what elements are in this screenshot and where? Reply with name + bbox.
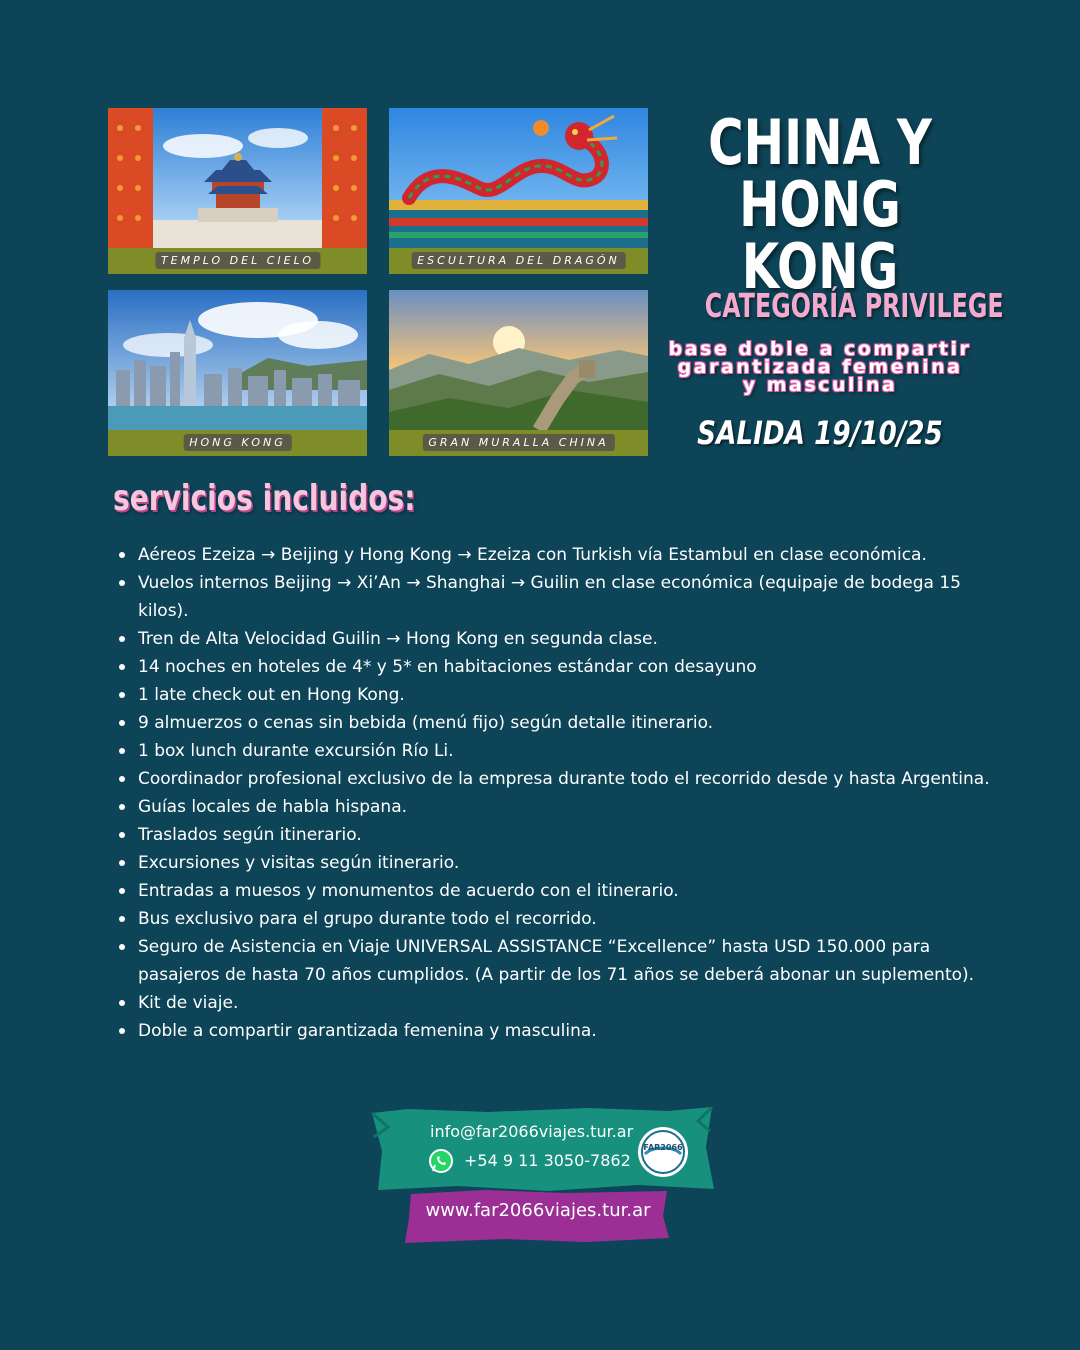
- whatsapp-icon[interactable]: [428, 1148, 454, 1174]
- great-wall-icon: [389, 290, 648, 430]
- temple-of-heaven-icon: [108, 108, 367, 248]
- photo-escultura-del-dragon: [389, 108, 648, 274]
- page-title: [695, 106, 945, 303]
- services-heading: servicios incluidos:: [113, 478, 416, 519]
- room-basis-line-3: y masculina: [742, 374, 898, 396]
- title-line-2: HONG KONG: [739, 168, 901, 303]
- services-list: [110, 541, 1008, 1045]
- list-item: Bus exclusivo para el grupo durante todo el recorrido.: [138, 905, 1008, 933]
- list-item: Vuelos internos Beijing → Xi’An → Shanghai → Guilin en clase económica (equipaje de bodega 15 kilos).: [138, 569, 1008, 625]
- list-item: 1 late check out en Hong Kong.: [138, 681, 1008, 709]
- room-basis-line-2: garantizada femenina: [677, 356, 963, 378]
- phone-number[interactable]: +54 9 11 3050-7862: [464, 1151, 631, 1170]
- list-item: Excursiones y visitas según itinerario.: [138, 849, 1008, 877]
- hong-kong-skyline-icon: [108, 290, 367, 430]
- list-item: 9 almuerzos o cenas sin bebida (menú fijo) según detalle itinerario.: [138, 709, 1008, 737]
- list-item: Entradas a muesos y monumentos de acuerdo con el itinerario.: [138, 877, 1008, 905]
- email-link[interactable]: info@far2066viajes.tur.ar: [430, 1122, 634, 1141]
- website-link[interactable]: www.far2066viajes.tur.ar: [425, 1200, 651, 1221]
- list-item: Traslados según itinerario.: [138, 821, 1008, 849]
- logo-text: FAR2066: [643, 1143, 683, 1152]
- departure-date: SALIDA 19/10/25: [697, 414, 943, 452]
- category-label: CATEGORÍA PRIVILEGE: [704, 286, 1004, 325]
- list-item: Coordinador profesional exclusivo de la empresa durante todo el recorrido desde y hasta Argentina.: [138, 765, 1008, 793]
- photo-gran-muralla-china: [389, 290, 648, 456]
- room-basis-note: [660, 340, 980, 394]
- far2066-logo-icon: [637, 1126, 689, 1178]
- photo-caption: TEMPLO DEL CIELO: [155, 252, 320, 269]
- photo-templo-del-cielo: [108, 108, 367, 274]
- list-item: Guías locales de habla hispana.: [138, 793, 1008, 821]
- list-item: 14 noches en hoteles de 4* y 5* en habitaciones estándar con desayuno: [138, 653, 1008, 681]
- photo-hong-kong: [108, 290, 367, 456]
- photo-caption: ESCULTURA DEL DRAGÓN: [411, 252, 626, 269]
- list-item: Seguro de Asistencia en Viaje UNIVERSAL ASSISTANCE “Excellence” hasta USD 150.000 para pasajeros de hasta 70 años cumplidos. (A partir de los 71 años se deberá abonar un suplemento).: [138, 933, 1008, 989]
- list-item: Kit de viaje.: [138, 989, 1008, 1017]
- list-item: Aéreos Ezeiza → Beijing y Hong Kong → Ezeiza con Turkish vía Estambul en clase económica.: [138, 541, 1008, 569]
- list-item: 1 box lunch durante excursión Río Li.: [138, 737, 1008, 765]
- photo-caption: HONG KONG: [183, 434, 292, 451]
- list-item: Tren de Alta Velocidad Guilin → Hong Kong en segunda clase.: [138, 625, 1008, 653]
- photo-caption: GRAN MURALLA CHINA: [422, 434, 614, 451]
- dragon-sculpture-icon: [389, 108, 648, 248]
- list-item: Doble a compartir garantizada femenina y masculina.: [138, 1017, 1008, 1045]
- title-line-1: CHINA Y: [708, 106, 932, 179]
- room-basis-line-1: base doble a compartir: [668, 338, 972, 360]
